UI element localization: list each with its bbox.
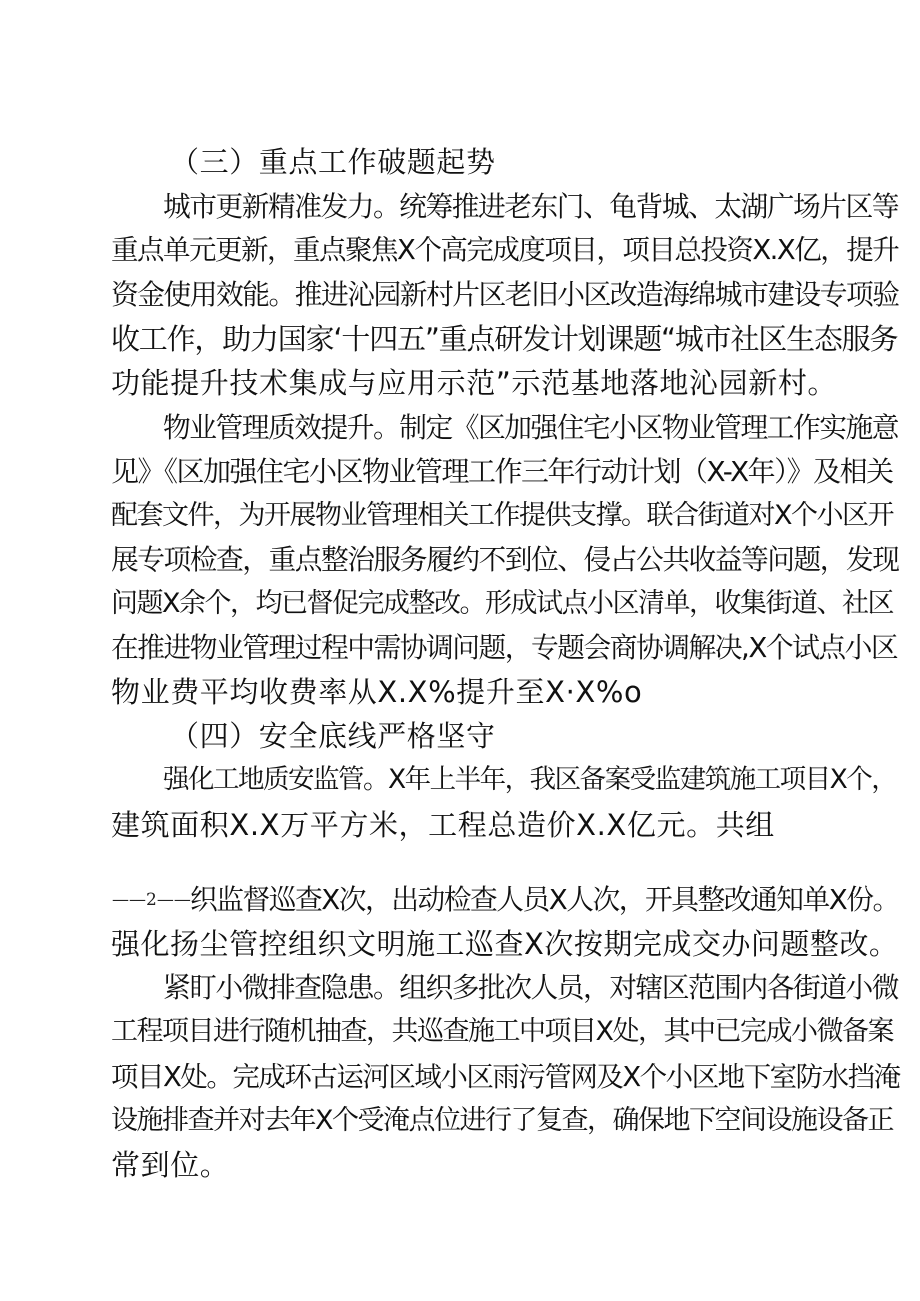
paragraph-line: 常到位。 [111, 1148, 230, 1182]
section-heading-3: （三）重点工作破题起势 [170, 145, 496, 179]
paragraph-line: 配套文件，为开展物业管理相关工作提供支撑。联合街道对X个小区开 [111, 500, 893, 531]
paragraph-line: 项目X处。完成环古运河区域小区雨污管网及X个小区地下室防水挡淹 [111, 1061, 900, 1093]
paragraph-line: 紧盯小微排查隐患。组织多批次人员，对辖区范围内各街道小微 [163, 971, 899, 1004]
paragraph-line: 物业管理质效提升。制定《区加强住宅小区物业管理工作实施意 [163, 411, 899, 444]
page-number-marker: ——2—— [112, 890, 191, 910]
paragraph-line: 织监督巡查X次，出动检查人员X人次，开具整改通知单X份。 [190, 883, 899, 916]
paragraph-line: 见》《区加强住宅小区物业管理工作三年行动计划（X-X年）》及相关 [111, 455, 893, 488]
paragraph-line: 强化工地质安监管。X年上半年，我区备案受监建筑施工项目X个， [163, 764, 897, 795]
paragraph-line: 建筑面积X.X万平方米，工程总造价X.X亿元。共组 [111, 808, 775, 842]
paragraph-line: 功能提升技术集成与应用示范”示范基地落地沁园新村。 [111, 366, 838, 400]
paragraph-line: 工程项目进行随机抽查，共巡查施工中项目X处，其中已完成小微备案 [111, 1016, 893, 1047]
paragraph-line: 重点单元更新，重点聚焦X个高完成度项目，项目总投资X.X亿，提升 [111, 234, 899, 266]
paragraph-line: 在推进物业管理过程中需协调问题，专题会商协调解决,X个试点小区 [111, 631, 898, 664]
paragraph-line: 强化扬尘管控组织文明施工巡查X次按期完成交办问题整改。 [111, 927, 899, 961]
paragraph-line: 收工作，助力国家‘十四五”重点研发计划课题“城市社区生态服务 [111, 322, 898, 356]
paragraph-line: 城市更新精准发力。统筹推进老东门、龟背城、太湖广场片区等 [163, 190, 899, 223]
paragraph-line: 设施排查并对去年X个受淹点位进行了复查，确保地下空间设施设备正 [111, 1105, 893, 1136]
paragraph-line: 物业费平均收费率从X.X%提升至X·X%o [111, 675, 643, 709]
paragraph-line: 资金使用效能。推进沁园新村片区老旧小区改造海绵城市建设专项验 [111, 278, 899, 311]
section-heading-4: （四）安全底线严格坚守 [170, 719, 496, 753]
paragraph-line: 展专项检查，重点整治服务履约不到位、侵占公共收益等问题，发现 [111, 543, 899, 576]
paragraph-line: 问题X余个，均已督促完成整改。形成试点小区清单，收集街道、社区 [111, 588, 893, 619]
